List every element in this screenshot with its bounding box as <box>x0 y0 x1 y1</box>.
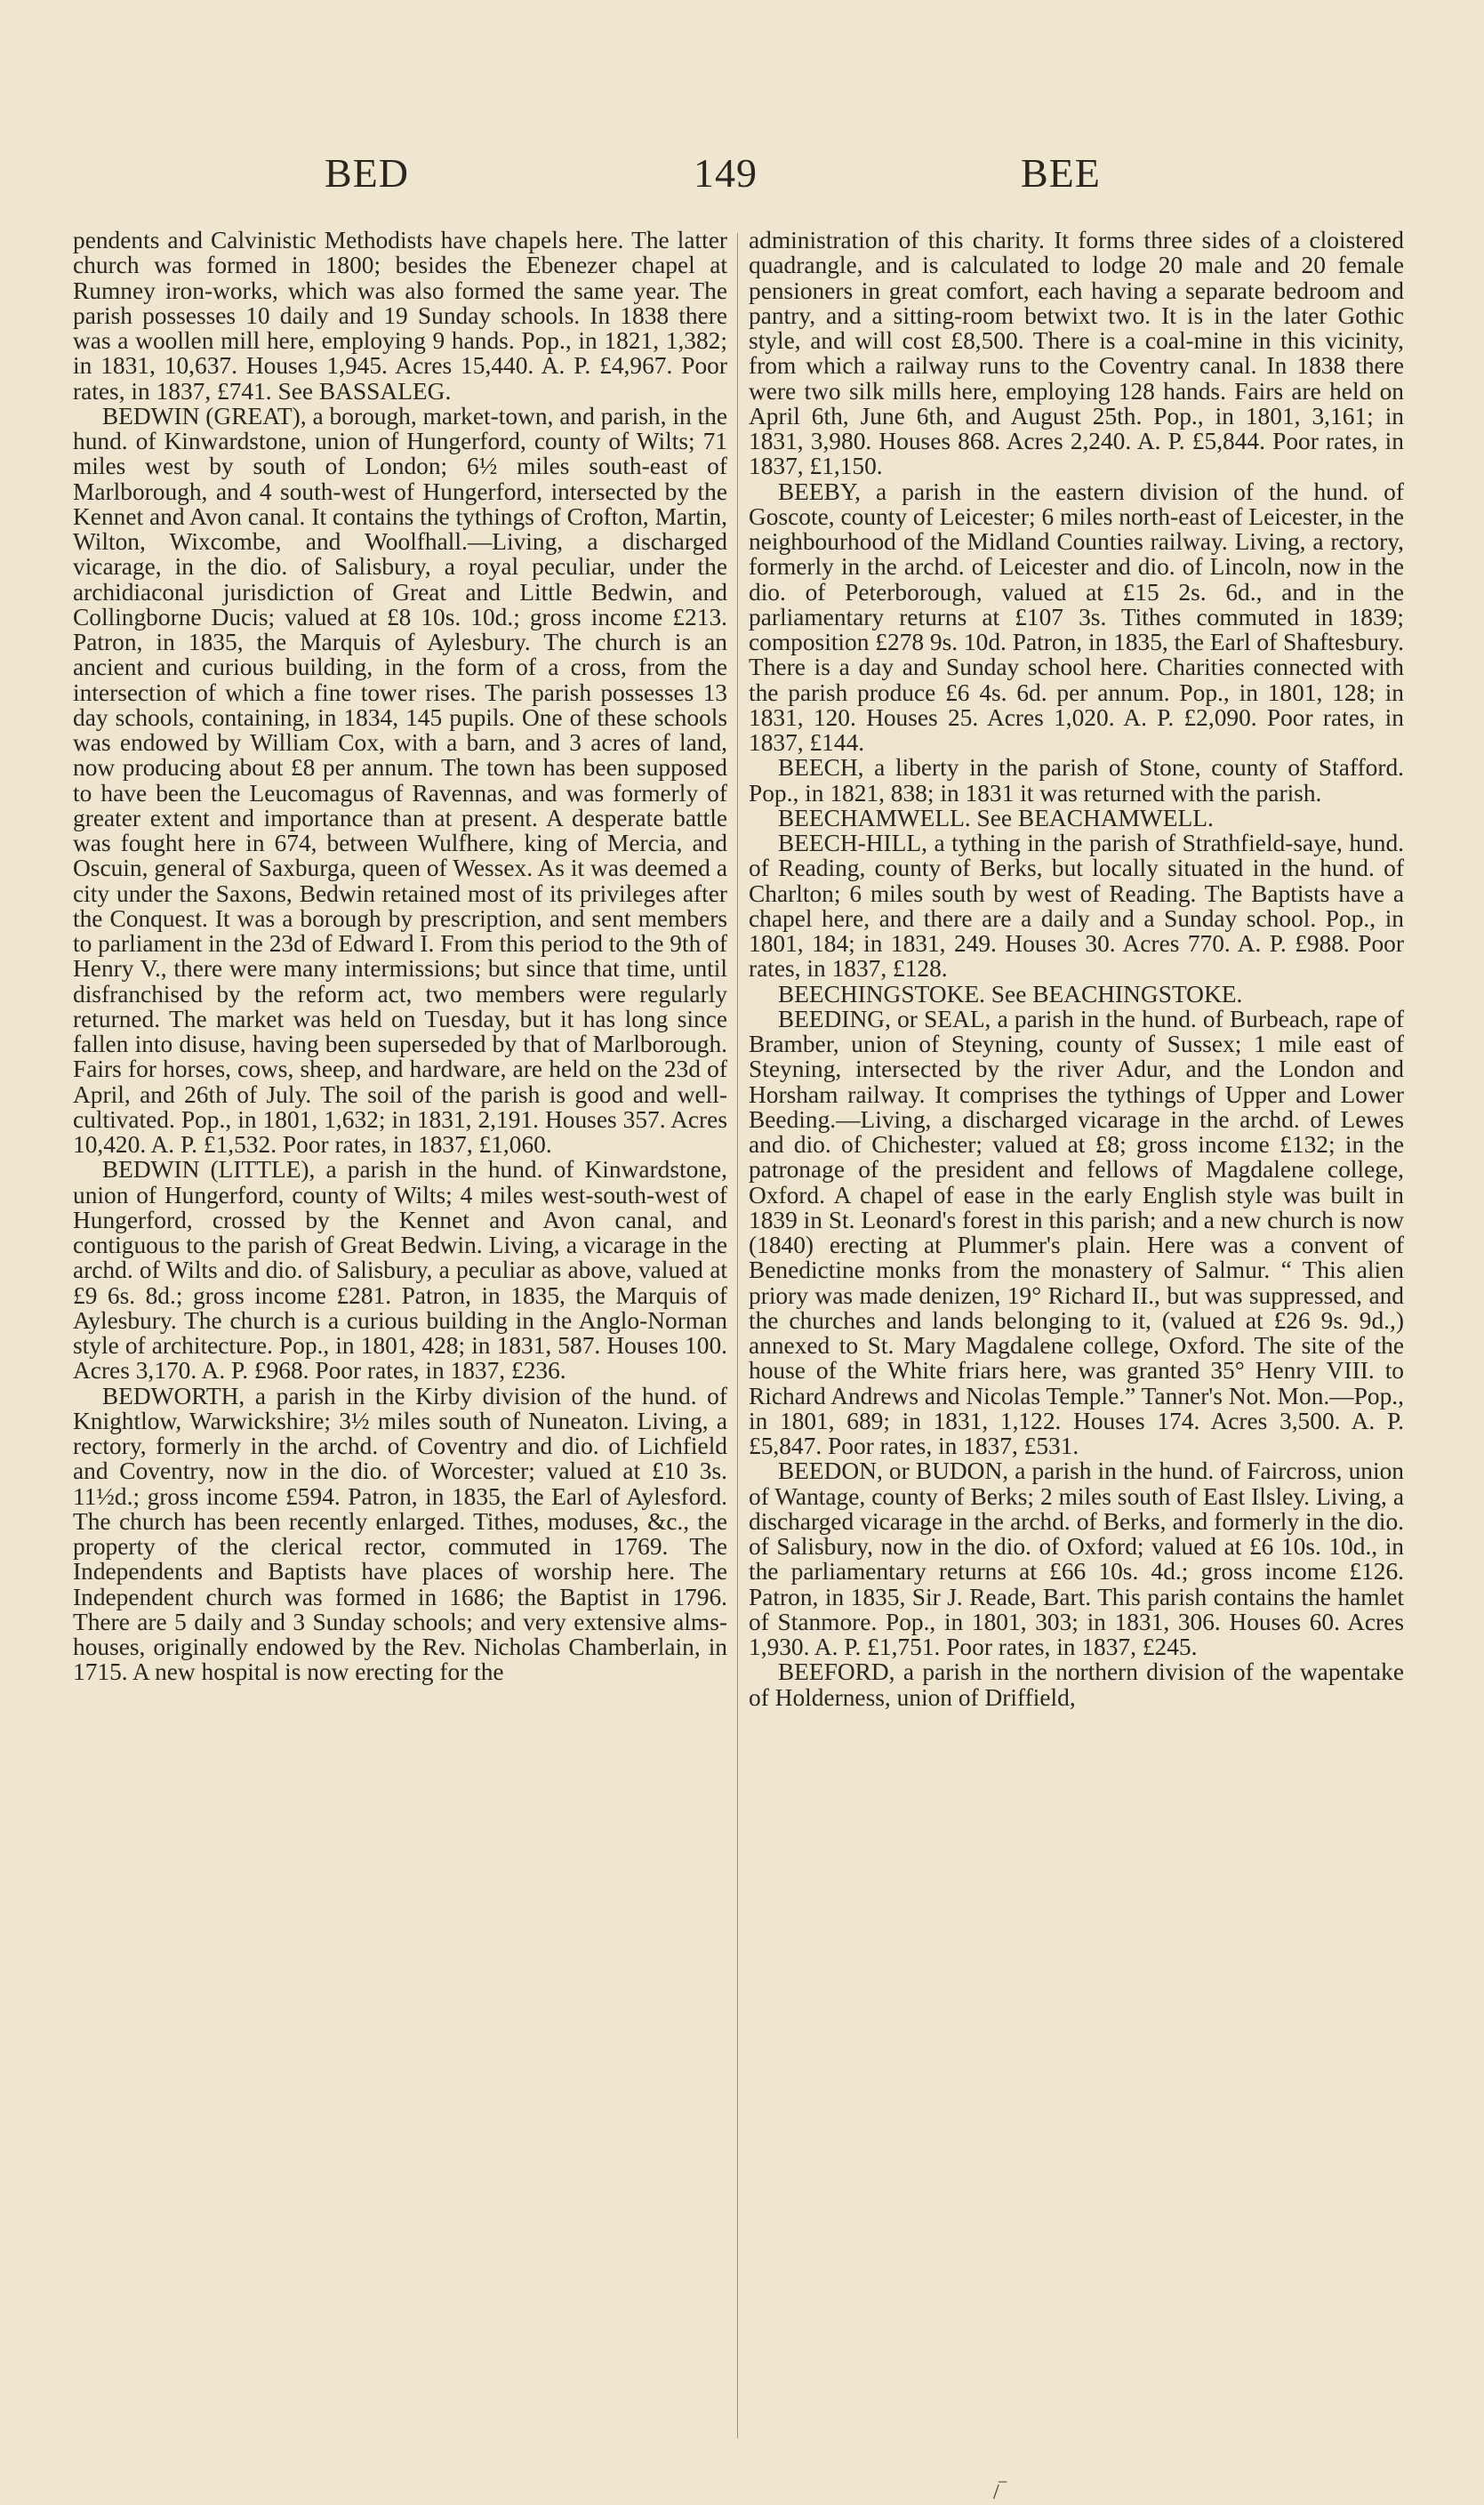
running-header <box>0 149 1484 203</box>
gazetteer-entry: BEDWIN (GREAT), a borough, market-town, and parish, in the hund. of Kinwardstone, union of Hungerford, county of Wilts; 71 miles west by south of London; 6½ miles south-east of Marlborough, and 4 south-west of Hungerford, intersected by the Kennet and Avon canal. It contains the tythings of Crofton, Martin, Wilton, Wixcombe, and Woolfhall.—Living, a discharged vicarage, in the dio. of Salisbury, a royal peculiar, under the archidiaconal jurisdiction of Great and Little Bedwin, and Collingborne Ducis; valued at £8 10s. 10d.; gross income £213. Patron, in 1835, the Marquis of Aylesbury. The church is an ancient and curious building, in the form of a cross, from the intersection of which a fine tower rises. The parish possesses 13 day schools, containing, in 1834, 145 pupils. One of these schools was endowed by William Cox, with a barn, and 3 acres of land, now producing about £8 per annum. The town has been supposed to have been the Leucomagus of Ravennas, and was formerly of greater extent and importance than at present. A desperate battle was fought here in 674, between Wulfhere, king of Mercia, and Oscuin, general of Saxburga, queen of Wessex. As it was deemed a city under the Saxons, Bedwin retained most of its privileges after the Conquest. It was a borough by prescription, and sent members to parliament in the 23d of Edward I. From this period to the 9th of Henry V., there were many intermissions; but since that time, until disfranchised by the reform act, two members were regularly returned. The market was held on Tuesday, but it has long since fallen into disuse, having been superseded by that of Marlborough. Fairs for horses, cows, sheep, and hardware, are held on the 23d of April, and 26th of July. The soil of the parish is good and well-cultivated. Pop., in 1801, 1,632; in 1831, 2,191. Houses 357. Acres 10,420. A. P. £1,532. Poor rates, in 1837, £1,060. <box>73 402 727 1158</box>
gazetteer-entry: BEECH, a liberty in the parish of Stone, county of Stafford. Pop., in 1821, 838; in 1831 it was returned with the parish. <box>749 754 1404 807</box>
gazetteer-entry: BEEFORD, a parish in the northern division of the wapentake of Holderness, union of Driffield, <box>749 1658 1404 1711</box>
gazetteer-entry: pendents and Calvinistic Methodists have chapels here. The latter church was formed in 1800; besides the Ebenezer chapel at Rumney iron-works, which was also formed the same year. The parish possesses 10 daily and 19 Sunday schools. In 1838 there was a woollen mill here, employing 9 hands. Pop., in 1821, 1,382; in 1831, 10,637. Houses 1,945. Acres 15,440. A. P. £4,967. Poor rates, in 1837, £741. See BASSALEG. <box>73 227 727 405</box>
column-divider <box>737 233 738 2438</box>
gazetteer-entry: administration of this charity. It forms three sides of a cloistered quadrangle, and is calculated to lodge 20 male and 20 female pensioners in great comfort, each having a separate bedroom and pantry, and a sitting-room betwixt two. It is in the later Gothic style, and will cost £8,500. There is a coal-mine in this vicinity, from which a railway runs to the Coventry canal. In 1838 there were two silk mills here, employing 128 hands. Fairs are held on April 6th, June 6th, and August 25th. Pop., in 1801, 3,161; in 1831, 3,980. Houses 868. Acres 2,240. A. P. £5,844. Poor rates, in 1837, £1,150. <box>749 227 1404 480</box>
header-left-guideword: BED <box>325 150 409 196</box>
gazetteer-entry: BEEDON, or BUDON, a parish in the hund. of Faircross, union of Wantage, county of Berks; 2 miles south of East Ilsley. Living, a discharged vicarage in the archd. of Berks, and formerly in the dio. of Salisbury, now in the dio. of Oxford; valued at £6 10s. 10d., in the parliamentary returns at £66 10s. 4d.; gross income £126. Patron, in 1835, Sir J. Reade, Bart. This parish contains the hamlet of Stanmore. Pop., in 1801, 303; in 1831, 306. Houses 60. Acres 1,930. A. P. £1,751. Poor rates, in 1837, £245. <box>749 1457 1404 1660</box>
gazetteer-entry: BEECHINGSTOKE. See BEACHINGSTOKE. <box>777 980 1243 1008</box>
signature-mark: /‾ <box>993 2481 1007 2504</box>
gazetteer-entry: BEEBY, a parish in the eastern division of the hund. of Goscote, county of Leicester; 6 miles north-east of Leicester, in the neighbourhood of the Midland Counties railway. Living, a rectory, formerly in the archd. of Leicester and dio. of Lincoln, now in the dio. of Peterborough, valued at £15 2s. 6d., and in the parliamentary returns at £107 3s. Tithes commuted in 1839; composition £278 9s. 10d. Patron, in 1835, the Earl of Shaftesbury. There is a day and Sunday school here. Charities connected with the parish produce £6 4s. 6d. per annum. Pop., in 1801, 128; in 1831, 120. Houses 25. Acres 1,020. A. P. £2,090. Poor rates, in 1837, £144. <box>749 478 1404 756</box>
gazetteer-entry: BEECH-HILL, a tything in the parish of Strathfield-saye, hund. of Reading, county of Berks, but locally situated in the hund. of Charlton; 6 miles south by west of Reading. The Baptists have a chapel here, and there are a daily and a Sunday school. Pop., in 1801, 184; in 1831, 249. Houses 30. Acres 770. A. P. £988. Poor rates, in 1837, £128. <box>749 830 1404 983</box>
right-column <box>749 228 1404 1710</box>
gazetteer-entry: BEECHAMWELL. See BEACHAMWELL. <box>777 804 1214 831</box>
gazetteer-entry: BEEDING, or SEAL, a parish in the hund. of Burbeach, rape of Bramber, union of Steyning, county of Sussex; 1 mile east of Steyning, intersected by the river Adur, and the London and Horsham railway. It comprises the tythings of Upper and Lower Beeding.—Living, a discharged vicarage in the archd. of Lewes and dio. of Chichester; valued at £8; gross income £132; in the patronage of the president and fellows of Magdalene college, Oxford. A chapel of ease in the early English style was built in 1839 in St. Leonard's forest in this parish; and a new church is now (1840) erecting at Plummer's plain. Here was a convent of Benedictine monks from the monastery of Salmur. “ This alien priory was made denizen, 19° Richard II., but was suppressed, and the churches and lands belonging to it, (valued at £26 9s. 9d.,) annexed to St. Mary Magdalene college, Oxford. The site of the house of the White friars here, was granted 35° Henry VIII. to Richard Andrews and Nicolas Temple.” Tanner's Not. Mon.—Pop., in 1801, 689; in 1831, 1,122. Houses 174. Acres 3,500. A. P. £5,847. Poor rates, in 1837, £531. <box>749 1005 1404 1459</box>
gazetteer-entry: BEDWIN (LITTLE), a parish in the hund. of Kinwardstone, union of Hungerford, county of Wilts; 4 miles west-south-west of Hungerford, crossed by the Kennet and Avon canal, and contiguous to the parish of Great Bedwin. Living, a vicarage in the archd. of Wilts and dio. of Salisbury, a peculiar as above, valued at £9 6s. 8d.; gross income £281. Patron, in 1835, the Marquis of Aylesbury. The church is a curious building in the Anglo-Norman style of architecture. Pop., in 1801, 428; in 1831, 587. Houses 100. Acres 3,170. A. P. £968. Poor rates, in 1837, £236. <box>73 1156 727 1385</box>
gazetteer-entry: BEDWORTH, a parish in the Kirby division of the hund. of Knightlow, Warwickshire; 3½ miles south of Nuneaton. Living, a rectory, formerly in the archd. of Coventry and dio. of Lichfield and Coventry, now in the dio. of Worcester; valued at £10 3s. 11½d.; gross income £594. Patron, in 1835, the Earl of Aylesford. The church has been recently enlarged. Tithes, moduses, &c., the property of the clerical rector, commuted in 1769. The Independents and Baptists have places of worship here. The Independent church was formed in 1686; the Baptist in 1796. There are 5 daily and 3 Sunday schools; and very extensive alms-houses, originally endowed by the Rev. Nicholas Chamberlain, in 1715. A new hospital is now erecting for the <box>73 1382 727 1686</box>
page-number: 149 <box>694 150 758 196</box>
header-right-guideword: BEE <box>1021 150 1101 196</box>
left-column <box>73 228 727 1685</box>
